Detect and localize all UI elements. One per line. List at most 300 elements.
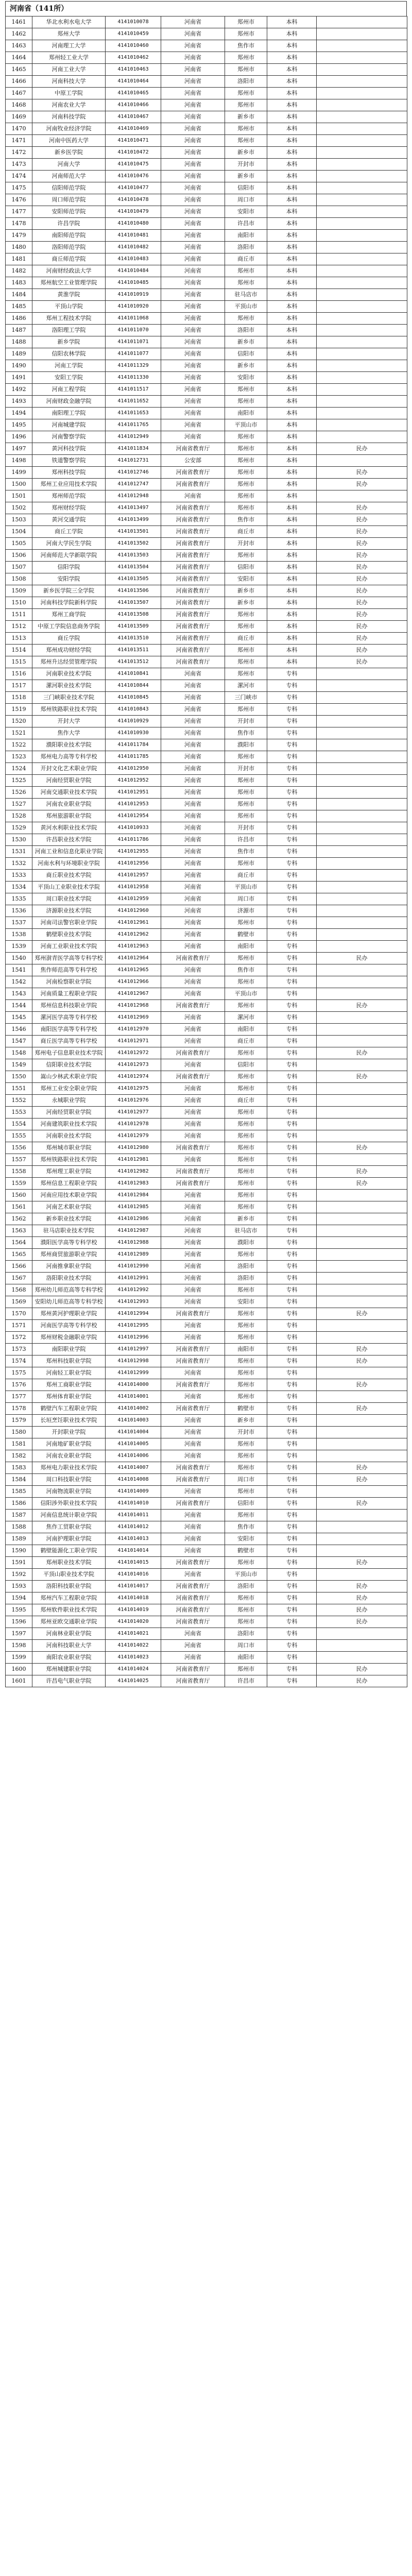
city-cell: 焦作市 [225,1521,267,1533]
school-code-cell: 4141012996 [106,1332,161,1344]
authority-cell: 河南省 [161,1024,225,1036]
seq-cell: 1560 [6,1190,32,1201]
school-name-cell: 嵩山少林武术职业学院 [32,1071,106,1083]
school-name-cell: 河南林业职业学院 [32,1628,106,1640]
city-cell: 南阳市 [225,941,267,953]
authority-cell: 河南省教育厅 [161,467,225,479]
note-cell [317,1628,407,1640]
school-code-cell: 4141010844 [106,680,161,692]
city-cell: 安阳市 [225,573,267,585]
city-cell: 郑州市 [225,775,267,787]
school-name-cell: 河南检察职业学院 [32,976,106,988]
school-name-cell: 河南财政金融学院 [32,396,106,408]
note-cell [317,28,407,40]
table-row [6,218,407,230]
school-code-cell: 4141010478 [106,194,161,206]
seq-cell: 1474 [6,171,32,182]
city-cell: 郑州市 [225,976,267,988]
school-code-cell: 4141012955 [106,846,161,858]
seq-cell: 1469 [6,111,32,123]
school-code-cell: 4141014010 [106,1498,161,1510]
authority-cell: 河南省 [161,360,225,372]
note-cell [317,1095,407,1107]
school-code-cell: 4141011330 [106,372,161,384]
table-row [6,739,407,751]
level-cell: 专科 [267,810,317,822]
table-row [6,1059,407,1071]
city-cell: 开封市 [225,716,267,727]
authority-cell: 河南省 [161,1569,225,1581]
table-row [6,28,407,40]
authority-cell: 河南省 [161,941,225,953]
school-code-cell: 4141010078 [106,16,161,28]
school-code-cell: 4141014004 [106,1427,161,1438]
school-name-cell: 开封文化艺术职业学院 [32,763,106,775]
city-cell: 济源市 [225,905,267,917]
school-code-cell: 4141012958 [106,882,161,893]
seq-cell: 1571 [6,1320,32,1332]
authority-cell: 河南省教育厅 [161,597,225,609]
table-row [6,538,407,550]
school-code-cell: 4141014017 [106,1581,161,1592]
seq-cell: 1495 [6,419,32,431]
note-cell [317,1130,407,1142]
seq-cell: 1564 [6,1237,32,1249]
city-cell: 洛阳市 [225,76,267,88]
city-cell: 安阳市 [225,1533,267,1545]
seq-cell: 1578 [6,1403,32,1415]
city-cell: 郑州市 [225,1604,267,1616]
seq-cell: 1521 [6,727,32,739]
table-row [6,1367,407,1379]
school-code-cell: 4141013511 [106,645,161,656]
authority-cell: 河南省 [161,1154,225,1166]
city-cell: 郑州市 [225,1355,267,1367]
city-cell: 鹤壁市 [225,1403,267,1415]
authority-cell: 河南省 [161,1284,225,1296]
table-row [6,1107,407,1118]
authority-cell: 河南省 [161,159,225,171]
seq-cell: 1556 [6,1142,32,1154]
seq-cell: 1523 [6,751,32,763]
seq-cell: 1549 [6,1059,32,1071]
seq-cell: 1471 [6,135,32,147]
authority-cell: 河南省 [161,858,225,870]
note-cell: 民办 [317,1178,407,1190]
school-name-cell: 信阳学院 [32,562,106,573]
authority-cell: 河南省 [161,76,225,88]
school-name-cell: 河南工程学院 [32,384,106,396]
school-code-cell: 4141014014 [106,1545,161,1557]
seq-cell: 1512 [6,621,32,633]
table-row [6,1249,407,1261]
note-cell [317,1569,407,1581]
table-row [6,348,407,360]
note-cell [317,313,407,325]
city-cell: 商丘市 [225,1036,267,1047]
city-cell: 信阳市 [225,562,267,573]
table-row [6,609,407,621]
school-code-cell: 4141014022 [106,1640,161,1652]
level-cell: 本科 [267,40,317,52]
level-cell: 专科 [267,1036,317,1047]
note-cell: 民办 [317,1000,407,1012]
school-name-cell: 郑州电力职业技术学院 [32,1462,106,1474]
seq-cell: 1463 [6,40,32,52]
level-cell: 本科 [267,573,317,585]
table-row [6,1510,407,1521]
level-cell: 专科 [267,1403,317,1415]
school-name-cell: 濮阳医学高等专科学校 [32,1237,106,1249]
level-cell: 专科 [267,1592,317,1604]
seq-cell: 1548 [6,1047,32,1059]
city-cell: 郑州市 [225,1154,267,1166]
note-cell [317,1486,407,1498]
level-cell: 本科 [267,645,317,656]
authority-cell: 河南省教育厅 [161,1498,225,1510]
note-cell [317,325,407,336]
school-name-cell: 华北水利水电大学 [32,16,106,28]
table-row [6,988,407,1000]
seq-cell: 1532 [6,858,32,870]
school-code-cell: 4141010481 [106,230,161,242]
school-code-cell: 4141013506 [106,585,161,597]
table-row [6,372,407,384]
school-code-cell: 4141012962 [106,929,161,941]
city-cell: 南阳市 [225,1652,267,1664]
school-code-cell: 4141011070 [106,325,161,336]
city-cell: 郑州市 [225,1166,267,1178]
table-row [6,111,407,123]
seq-cell: 1561 [6,1201,32,1213]
level-cell: 专科 [267,1308,317,1320]
table-row [6,147,407,159]
seq-cell: 1534 [6,882,32,893]
table-row [6,1486,407,1498]
level-cell: 本科 [267,159,317,171]
school-name-cell: 郑州工程技术学院 [32,313,106,325]
city-cell: 平顶山市 [225,988,267,1000]
level-cell: 本科 [267,348,317,360]
table-row [6,526,407,538]
seq-cell: 1526 [6,787,32,799]
table-row [6,1320,407,1332]
authority-cell: 河南省 [161,929,225,941]
school-code-cell: 4141012960 [106,905,161,917]
table-row [6,787,407,799]
school-code-cell: 4141014006 [106,1450,161,1462]
city-cell: 郑州市 [225,1284,267,1296]
level-cell: 本科 [267,64,317,76]
school-code-cell: 4141011785 [106,751,161,763]
table-row [6,182,407,194]
table-row [6,1237,407,1249]
level-cell: 专科 [267,692,317,704]
seq-cell: 1484 [6,289,32,301]
seq-cell: 1533 [6,870,32,882]
note-cell [317,1024,407,1036]
city-cell: 焦作市 [225,964,267,976]
seq-cell: 1508 [6,573,32,585]
authority-cell: 河南省教育厅 [161,502,225,514]
table-row [6,1166,407,1178]
authority-cell: 河南省 [161,1545,225,1557]
level-cell: 本科 [267,384,317,396]
level-cell: 专科 [267,1521,317,1533]
school-name-cell: 信阳农林学院 [32,348,106,360]
school-name-cell: 河南理工大学 [32,40,106,52]
level-cell: 专科 [267,1462,317,1474]
note-cell [317,1284,407,1296]
note-cell [317,1059,407,1071]
document-page [5,0,407,1687]
city-cell: 焦作市 [225,40,267,52]
table-row [6,1462,407,1474]
school-name-cell: 郑州工业应用技术学院 [32,479,106,490]
authority-cell: 河南省教育厅 [161,538,225,550]
school-name-cell: 许昌电气职业学院 [32,1675,106,1687]
level-cell: 本科 [267,360,317,372]
level-cell: 专科 [267,668,317,680]
table-row [6,1047,407,1059]
level-cell: 专科 [267,1332,317,1344]
seq-cell: 1491 [6,372,32,384]
level-cell: 本科 [267,123,317,135]
city-cell: 洛阳市 [225,325,267,336]
authority-cell: 河南省 [161,277,225,289]
city-cell: 驻马店市 [225,289,267,301]
city-cell: 郑州市 [225,88,267,99]
school-code-cell: 4141011077 [106,348,161,360]
authority-cell: 河南省教育厅 [161,633,225,645]
note-cell: 民办 [317,1308,407,1320]
level-cell: 本科 [267,52,317,64]
level-cell: 本科 [267,455,317,467]
seq-cell: 1537 [6,917,32,929]
school-code-cell: 4141012959 [106,893,161,905]
table-row [6,64,407,76]
authority-cell: 河南省 [161,16,225,28]
note-cell: 民办 [317,1581,407,1592]
city-cell: 郑州市 [225,1071,267,1083]
school-code-cell: 4141010467 [106,111,161,123]
level-cell: 专科 [267,1166,317,1178]
note-cell [317,846,407,858]
city-cell: 郑州市 [225,704,267,716]
seq-cell: 1579 [6,1415,32,1427]
school-name-cell: 新乡学院 [32,336,106,348]
school-code-cell: 4141012964 [106,953,161,964]
table-row [6,846,407,858]
authority-cell: 河南省 [161,787,225,799]
seq-cell: 1554 [6,1118,32,1130]
level-cell: 专科 [267,1367,317,1379]
authority-cell: 河南省 [161,408,225,419]
school-code-cell: 4141012981 [106,1154,161,1166]
school-code-cell: 4141012746 [106,467,161,479]
seq-cell: 1555 [6,1130,32,1142]
city-cell: 洛阳市 [225,1628,267,1640]
note-cell: 民办 [317,953,407,964]
seq-cell: 1566 [6,1261,32,1273]
table-row [6,1592,407,1604]
level-cell: 本科 [267,265,317,277]
note-cell [317,941,407,953]
table-row [6,727,407,739]
school-name-cell: 鹤壁职业技术学院 [32,929,106,941]
note-cell [317,419,407,431]
table-row [6,1284,407,1296]
level-cell: 专科 [267,1652,317,1664]
school-name-cell: 郑州汽车工程职业学院 [32,1592,106,1604]
note-cell [317,230,407,242]
school-name-cell: 郑州工业安全职业学院 [32,1083,106,1095]
table-row [6,751,407,763]
seq-cell: 1505 [6,538,32,550]
note-cell: 民办 [317,467,407,479]
table-row [6,1628,407,1640]
table-row [6,929,407,941]
level-cell: 专科 [267,1474,317,1486]
city-cell: 许昌市 [225,1675,267,1687]
authority-cell: 河南省教育厅 [161,1592,225,1604]
seq-cell: 1528 [6,810,32,822]
school-code-cell: 4141012997 [106,1344,161,1355]
authority-cell: 河南省 [161,242,225,253]
table-row [6,313,407,325]
school-code-cell: 4141012961 [106,917,161,929]
city-cell: 郑州市 [225,1130,267,1142]
table-row [6,976,407,988]
authority-cell: 河南省 [161,1628,225,1640]
authority-cell: 河南省教育厅 [161,1462,225,1474]
authority-cell: 河南省教育厅 [161,550,225,562]
table-row [6,1545,407,1557]
table-row [6,301,407,313]
level-cell: 专科 [267,870,317,882]
level-cell: 本科 [267,194,317,206]
authority-cell: 河南省 [161,751,225,763]
authority-cell: 河南省 [161,253,225,265]
city-cell: 郑州市 [225,1118,267,1130]
seq-cell: 1490 [6,360,32,372]
city-cell: 郑州市 [225,277,267,289]
authority-cell: 河南省 [161,1640,225,1652]
table-row [6,502,407,514]
school-name-cell: 新乡医学院三全学院 [32,585,106,597]
authority-cell: 河南省 [161,1130,225,1142]
school-name-cell: 河南交通职业技术学院 [32,787,106,799]
level-cell: 本科 [267,479,317,490]
city-cell: 许昌市 [225,834,267,846]
school-code-cell: 4141014024 [106,1664,161,1675]
city-cell: 郑州市 [225,502,267,514]
authority-cell: 河南省 [161,182,225,194]
city-cell: 郑州市 [225,1178,267,1190]
city-cell: 周口市 [225,194,267,206]
school-code-cell: 4141012967 [106,988,161,1000]
level-cell: 本科 [267,490,317,502]
note-cell [317,799,407,810]
school-name-cell: 郑州铁路职业技术学院 [32,704,106,716]
table-row [6,123,407,135]
city-cell: 郑州市 [225,1486,267,1498]
level-cell: 专科 [267,1533,317,1545]
school-name-cell: 河南质量工程职业学院 [32,988,106,1000]
level-cell: 专科 [267,1261,317,1273]
school-code-cell: 4141011329 [106,360,161,372]
school-code-cell: 4141010920 [106,301,161,313]
note-cell: 民办 [317,1592,407,1604]
school-code-cell: 4141010462 [106,52,161,64]
school-name-cell: 信阳职业技术学院 [32,1059,106,1071]
city-cell: 信阳市 [225,1498,267,1510]
school-code-cell: 4141010480 [106,218,161,230]
school-code-cell: 4141012993 [106,1296,161,1308]
school-name-cell: 焦作师范高等专科学校 [32,964,106,976]
school-name-cell: 河南推拿职业学院 [32,1261,106,1273]
school-code-cell: 4141014023 [106,1652,161,1664]
note-cell [317,917,407,929]
seq-cell: 1591 [6,1557,32,1569]
note-cell [317,1533,407,1545]
seq-cell: 1581 [6,1438,32,1450]
note-cell [317,147,407,159]
table-row [6,1261,407,1273]
city-cell: 漯河市 [225,1012,267,1024]
school-name-cell: 南阳师范学院 [32,230,106,242]
level-cell: 专科 [267,1344,317,1355]
school-code-cell: 4141012992 [106,1284,161,1296]
school-name-cell: 周口科技职业学院 [32,1474,106,1486]
table-row [6,1000,407,1012]
authority-cell: 河南省 [161,384,225,396]
authority-cell: 河南省 [161,893,225,905]
seq-cell: 1558 [6,1166,32,1178]
note-cell [317,1427,407,1438]
level-cell: 本科 [267,28,317,40]
authority-cell: 河南省 [161,171,225,182]
level-cell: 专科 [267,1581,317,1592]
authority-cell: 河南省 [161,692,225,704]
seq-cell: 1467 [6,88,32,99]
authority-cell: 河南省 [161,988,225,1000]
note-cell [317,1521,407,1533]
note-cell [317,1261,407,1273]
table-row [6,1498,407,1510]
table-row [6,490,407,502]
city-cell: 周口市 [225,893,267,905]
authority-cell: 河南省教育厅 [161,1166,225,1178]
seq-cell: 1586 [6,1498,32,1510]
level-cell: 专科 [267,1154,317,1166]
authority-cell: 河南省 [161,1427,225,1438]
city-cell: 洛阳市 [225,1581,267,1592]
school-name-cell: 河南财经政法大学 [32,265,106,277]
seq-cell: 1485 [6,301,32,313]
school-code-cell: 4141012980 [106,1142,161,1154]
school-name-cell: 郑州旅游职业学院 [32,810,106,822]
table-row [6,964,407,976]
school-code-cell: 4141012974 [106,1071,161,1083]
seq-cell: 1577 [6,1391,32,1403]
seq-cell: 1572 [6,1332,32,1344]
school-code-cell: 4141012968 [106,1000,161,1012]
city-cell: 郑州市 [225,668,267,680]
school-code-cell: 4141010930 [106,727,161,739]
school-code-cell: 4141012986 [106,1213,161,1225]
seq-cell: 1594 [6,1592,32,1604]
